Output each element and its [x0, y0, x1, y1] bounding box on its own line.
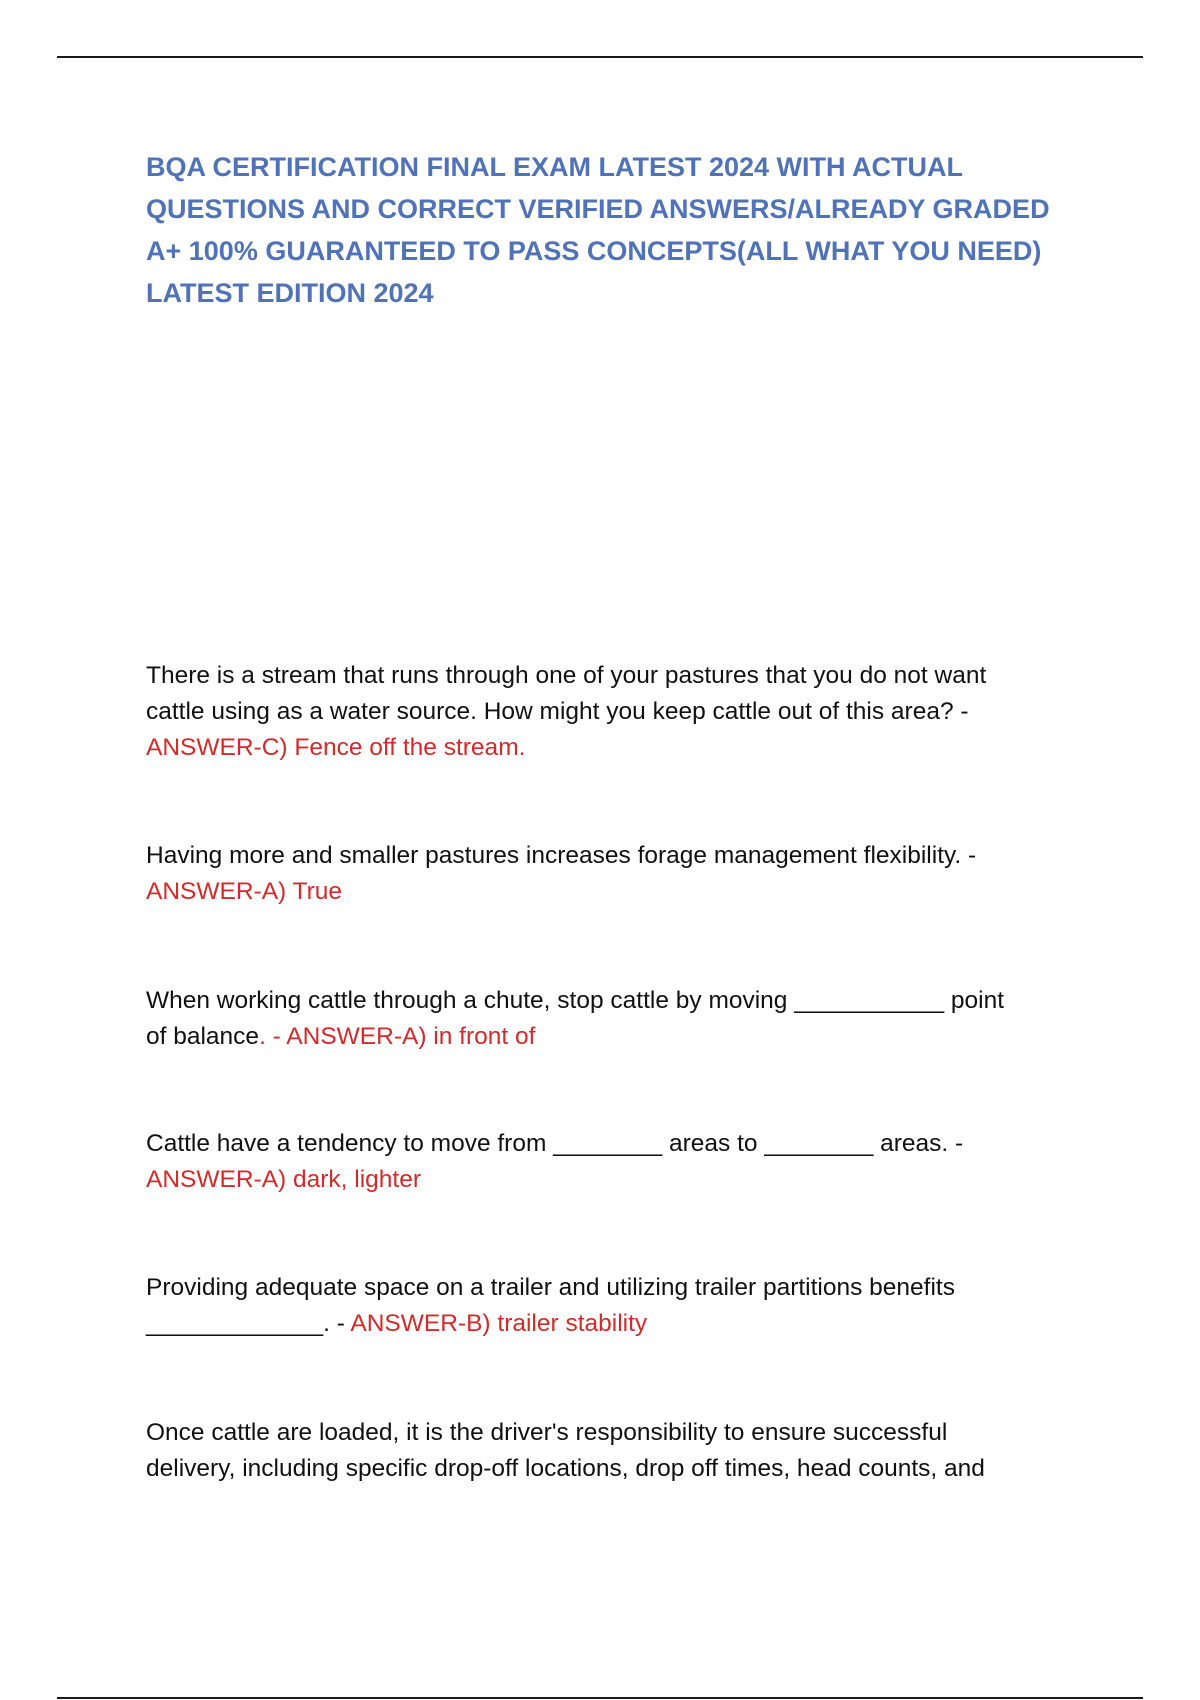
document-title [146, 146, 1076, 314]
question-line [146, 1306, 1066, 1342]
question-text: _____________. - [146, 1310, 345, 1337]
title-line: QUESTIONS AND CORRECT VERIFIED ANSWERS/ALREADY GRADED [146, 194, 1050, 224]
question-line [146, 1019, 1066, 1055]
question-block [146, 983, 1066, 1055]
bottom-rule [57, 1697, 1143, 1699]
answer-text: ANSWER-A) True [146, 878, 343, 905]
answer-text: ANSWER-B) trailer stability [350, 1310, 648, 1337]
question-block [146, 1270, 1066, 1342]
title-line: A+ 100% GUARANTEED TO PASS CONCEPTS(ALL WHAT YOU NEED) [146, 236, 1042, 266]
question-text: When working cattle through a chute, stop cattle by moving ___________ point [146, 987, 1005, 1014]
question-text: of balance [146, 1023, 260, 1050]
question-text: cattle using as a water source. How might you keep cattle out of this area? - [146, 698, 969, 725]
top-rule [57, 56, 1143, 58]
question-text: There is a stream that runs through one of your pastures that you do not want [146, 662, 987, 689]
answer-text: ANSWER-A) dark, lighter [146, 1166, 422, 1193]
question-text: Having more and smaller pastures increases forage management flexibility. - [146, 842, 977, 869]
question-block [146, 658, 1066, 766]
question-block [146, 1415, 1066, 1487]
question-text: Cattle have a tendency to move from ________ areas to ________ areas. - [146, 1130, 964, 1157]
answer-text: ANSWER-C) Fence off the stream. [146, 734, 526, 761]
question-block [146, 838, 1066, 910]
question-text: Once cattle are loaded, it is the driver's responsibility to ensure successful [146, 1419, 948, 1446]
answer-text: . - ANSWER-A) in front of [259, 1023, 536, 1050]
title-line: LATEST EDITION 2024 [146, 278, 434, 308]
question-block [146, 1126, 1066, 1198]
title-line: BQA CERTIFICATION FINAL EXAM LATEST 2024 WITH ACTUAL [146, 152, 964, 182]
question-text: Providing adequate space on a trailer and utilizing trailer partitions benefits [146, 1274, 955, 1301]
question-text: delivery, including specific drop-off locations, drop off times, head counts, and [146, 1455, 985, 1482]
